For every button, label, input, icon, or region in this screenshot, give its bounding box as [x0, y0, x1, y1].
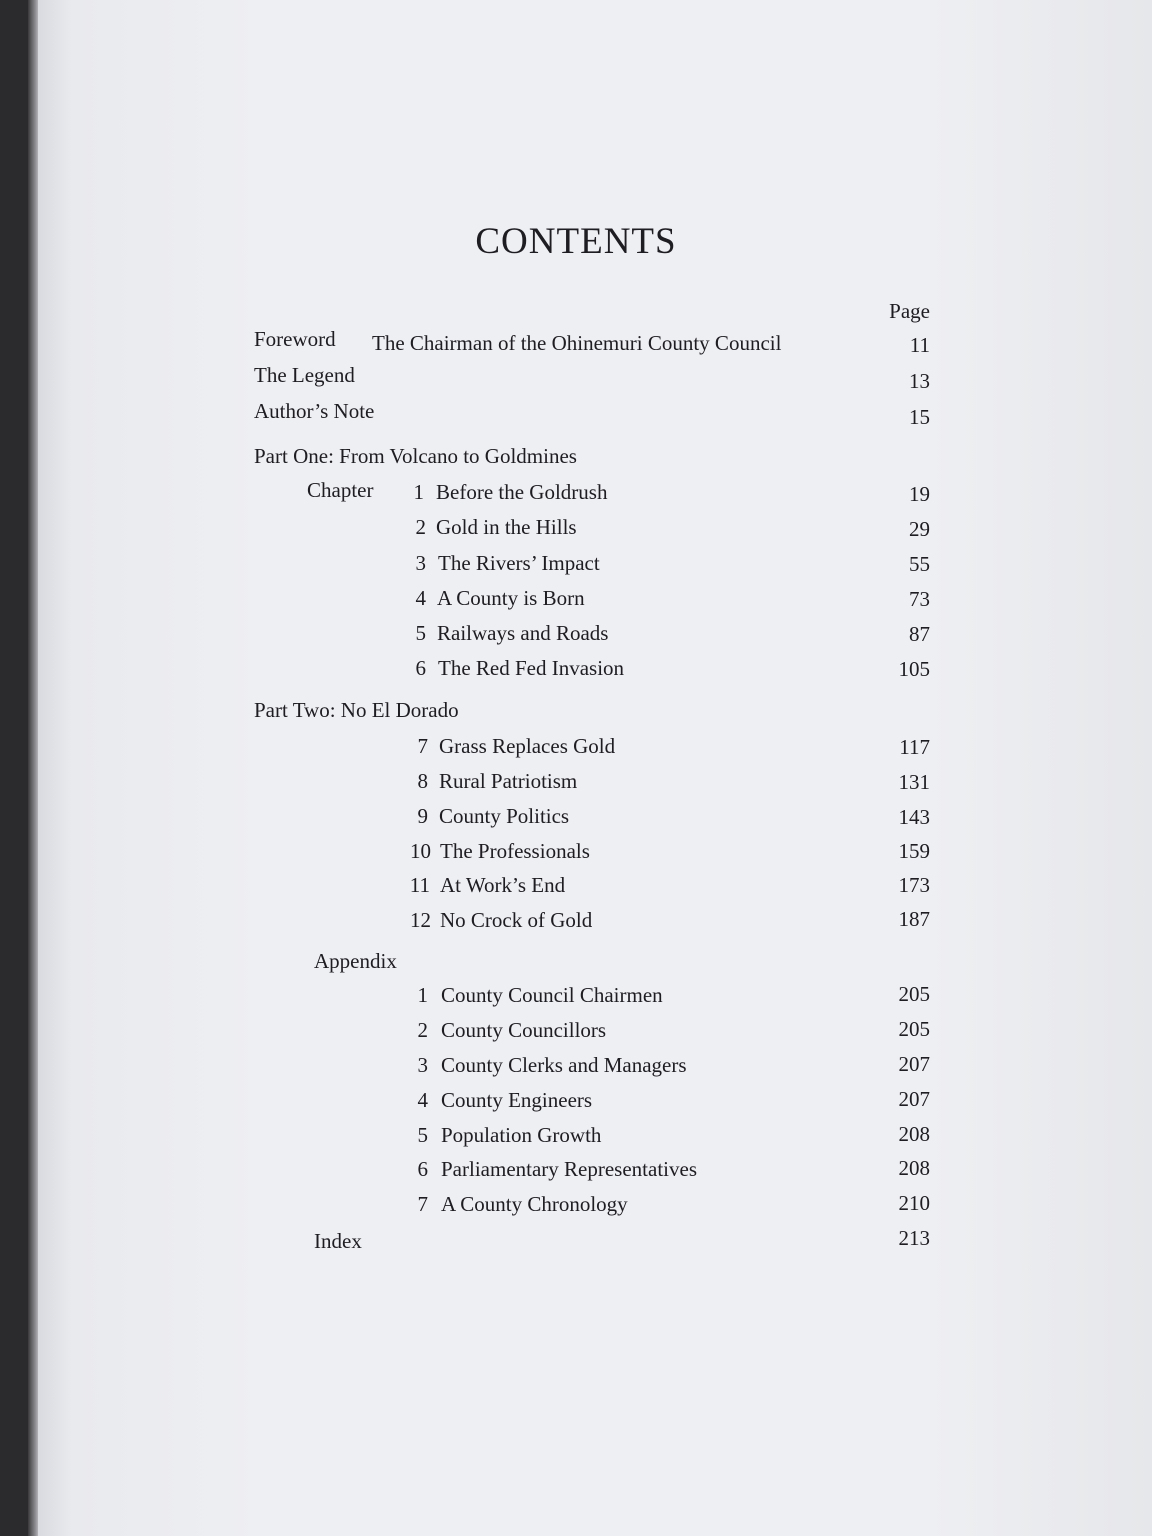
chapter-title: No Crock of Gold: [440, 908, 593, 932]
chapter-number: 11: [409, 873, 430, 897]
chapter-title: A County is Born: [437, 586, 585, 610]
chapter-number: 4: [415, 586, 426, 610]
chapter-title: The Rivers’ Impact: [438, 551, 600, 575]
appendix-title: A County Chronology: [441, 1192, 628, 1216]
chapter-title: Before the Goldrush: [436, 480, 608, 504]
authors-note-page: 15: [909, 405, 930, 429]
appendix-title: County Council Chairmen: [441, 983, 663, 1007]
appendix-title: Parliamentary Representatives: [441, 1157, 697, 1181]
appendix-number: 1: [417, 983, 428, 1007]
chapter-number: 1: [413, 480, 424, 504]
appendix-page: 207: [898, 1087, 930, 1111]
chapter-page: 87: [909, 622, 930, 646]
chapter-title: Grass Replaces Gold: [439, 734, 616, 758]
appendix-title: County Councillors: [441, 1018, 607, 1042]
foreword-page: 11: [909, 333, 930, 357]
chapter-number: 6: [415, 656, 426, 680]
chapter-number: 12: [410, 908, 431, 932]
appendix-number: 7: [417, 1192, 428, 1216]
chapter-page: 19: [909, 482, 930, 506]
chapter-title: County Politics: [439, 804, 570, 828]
chapter-page: 159: [898, 839, 930, 863]
part-two-title: Part Two: No El Dorado: [254, 698, 459, 722]
legend-label: The Legend: [254, 363, 355, 387]
chapter-title: Gold in the Hills: [436, 515, 577, 539]
appendix-page: 207: [898, 1052, 930, 1076]
appendix-page: 205: [898, 1017, 930, 1041]
chapter-number: 8: [417, 769, 428, 793]
chapter-number: 7: [417, 734, 428, 758]
chapter-page: 143: [898, 805, 930, 829]
chapter-title: The Red Fed Invasion: [438, 656, 625, 680]
chapter-page: 187: [898, 907, 930, 931]
appendix-number: 3: [417, 1053, 428, 1077]
chapter-page: 117: [899, 735, 930, 759]
chapter-title: Rural Patriotism: [439, 769, 578, 793]
appendix-number: 2: [417, 1018, 428, 1042]
chapter-page: 73: [909, 587, 930, 611]
chapter-number: 2: [415, 515, 426, 539]
appendix-number: 6: [417, 1157, 428, 1181]
legend-page: 13: [909, 369, 930, 393]
appendix-title: County Clerks and Managers: [441, 1053, 687, 1077]
appendix-page: 208: [898, 1156, 930, 1180]
part-one-title: Part One: From Volcano to Goldmines: [254, 444, 577, 468]
authors-note-label: Author’s Note: [254, 399, 375, 423]
chapter-title: The Professionals: [440, 839, 590, 863]
page-column-header: Page: [889, 299, 930, 323]
appendix-title: County Engineers: [441, 1088, 593, 1112]
chapter-number: 3: [415, 551, 426, 575]
chapter-page: 131: [898, 770, 930, 794]
appendix-number: 5: [417, 1123, 428, 1147]
index-page: 213: [898, 1226, 930, 1250]
foreword-text: The Chairman of the Ohinemuri County Council: [372, 331, 782, 355]
appendix-page: 205: [898, 982, 930, 1006]
appendix-page: 208: [898, 1122, 930, 1146]
appendix-page: 210: [898, 1191, 930, 1215]
appendix-number: 4: [417, 1088, 428, 1112]
chapter-number: 10: [410, 839, 431, 863]
appendix-title: Population Growth: [441, 1123, 602, 1147]
chapter-page: 173: [898, 873, 930, 897]
chapter-title: Railways and Roads: [437, 621, 609, 645]
chapter-page: 105: [898, 657, 930, 681]
foreword-label: Foreword: [254, 327, 336, 351]
chapter-page: 29: [909, 517, 930, 541]
appendix-label: Appendix: [314, 949, 397, 973]
index-label: Index: [314, 1229, 362, 1253]
chapter-number: 5: [415, 621, 426, 645]
page-title: CONTENTS: [475, 221, 677, 262]
chapter-page: 55: [909, 552, 930, 576]
chapter-label: Chapter: [307, 478, 374, 502]
chapter-number: 9: [417, 804, 428, 828]
chapter-title: At Work’s End: [440, 873, 566, 897]
